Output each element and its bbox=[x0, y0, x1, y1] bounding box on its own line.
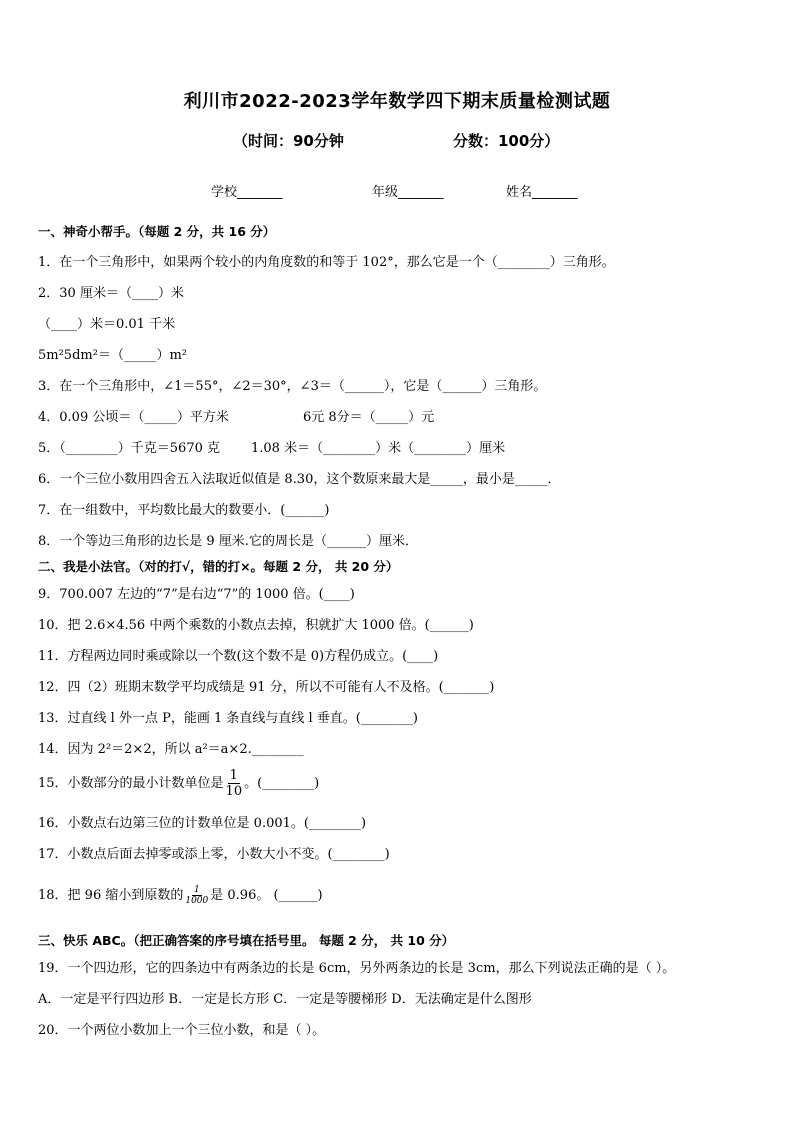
fraction-one-thousandth bbox=[185, 885, 208, 906]
fraction-denominator: 10 bbox=[225, 784, 243, 799]
grade-field: 年级_______ bbox=[372, 185, 444, 200]
school-field: 学校_______ bbox=[211, 185, 283, 200]
question-2b: （____）米＝0.01 千米 bbox=[38, 317, 176, 332]
question-15-text: 15．小数部分的最小计数单位是 bbox=[38, 776, 224, 791]
question-4a: 4．0.09 公顷＝（_____）平方米 bbox=[38, 410, 229, 425]
exam-time: （时间：90分钟 bbox=[233, 132, 344, 150]
question-10: 10．把 2.6×4.56 中两个乘数的小数点去掉，积就扩大 1000 倍。(______) bbox=[38, 618, 474, 633]
page-title: 利川市2022-2023学年数学四下期末质量检测试题 bbox=[183, 91, 611, 112]
question-13: 13．过直线 l 外一点 P，能画 1 条直线与直线 l 垂直。(________) bbox=[38, 711, 418, 726]
question-9: 9．700.007 左边的“7”是右边“7”的 1000 倍。(____) bbox=[38, 587, 355, 602]
question-19-options: A．一定是平行四边形 B．一定是长方形 C．一定是等腰梯形 D．无法确定是什么图形 bbox=[38, 992, 532, 1007]
question-19: 19．一个四边形，它的四条边中有两条边的长是 6cm，另外两条边的长是 3cm，那么下列说法正确的是（ ）。 bbox=[38, 961, 676, 976]
fraction-one-tenth bbox=[226, 768, 243, 799]
question-7: 7．在一组数中，平均数比最大的数要小．(______) bbox=[38, 503, 330, 518]
section-heading-3: 三、快乐 ABC。（把正确答案的序号填在括号里。 每题 2 分， 共 10 分） bbox=[38, 933, 455, 948]
section-heading-1: 一、神奇小帮手。（每题 2 分，共 16 分） bbox=[38, 224, 276, 239]
question-3: 3．在一个三角形中，∠1＝55°，∠2＝30°，∠3＝（______），它是（______）三角形。 bbox=[38, 379, 547, 394]
question-11: 11．方程两边同时乘或除以一个数(这个数不是 0)方程仍成立。(____) bbox=[38, 649, 439, 664]
question-1: 1．在一个三角形中，如果两个较小的内角度数的和等于 102°，那么它是一个（________）三角形。 bbox=[38, 255, 615, 270]
fraction-numerator: 1 bbox=[229, 768, 238, 783]
exam-score: 分数：100分） bbox=[453, 132, 560, 150]
question-16: 16．小数点右边第三位的计数单位是 0.001。(________) bbox=[38, 816, 367, 831]
question-17: 17．小数点后面去掉零或添上零，小数大小不变。(________) bbox=[38, 847, 390, 862]
question-14: 14．因为 2²＝2×2，所以 a²＝a×2.________ bbox=[38, 742, 304, 757]
name-field: 姓名_______ bbox=[506, 185, 578, 200]
question-5b: 1.08 米＝（________）米（________）厘米 bbox=[251, 441, 506, 456]
question-15 bbox=[38, 768, 319, 799]
question-18 bbox=[38, 884, 323, 906]
question-6: 6．一个三位小数用四舍五入法取近似值是 8.30，这个数原来最大是_____，最小是_____． bbox=[38, 472, 561, 487]
question-5a: 5．（________）千克＝5670 克 bbox=[38, 441, 220, 456]
section-heading-2: 二、我是小法官。（对的打√，错的打×。每题 2 分， 共 20 分） bbox=[38, 559, 399, 574]
question-8: 8．一个等边三角形的边长是 9 厘米.它的周长是（______）厘米． bbox=[38, 534, 418, 549]
question-18-blank: 是 0.96。 (______) bbox=[210, 888, 323, 903]
question-12: 12．四（2）班期末数学平均成绩是 91 分，所以不可能有人不及格。(_______) bbox=[38, 680, 495, 695]
question-4b: 6元 8分＝（_____）元 bbox=[303, 410, 435, 425]
fraction-denominator: 1000 bbox=[185, 896, 209, 906]
question-20: 20．一个两位小数加上一个三位小数，和是（ ）。 bbox=[38, 1023, 326, 1038]
question-2a: 2．30 厘米＝（____）米 bbox=[38, 286, 184, 301]
question-2c: 5m²5dm²＝（_____）m² bbox=[38, 348, 187, 363]
fraction-numerator: 1 bbox=[193, 885, 200, 895]
question-18-text: 18．把 96 缩小到原数的 bbox=[38, 888, 184, 903]
question-15-blank: 。(________) bbox=[244, 776, 320, 791]
